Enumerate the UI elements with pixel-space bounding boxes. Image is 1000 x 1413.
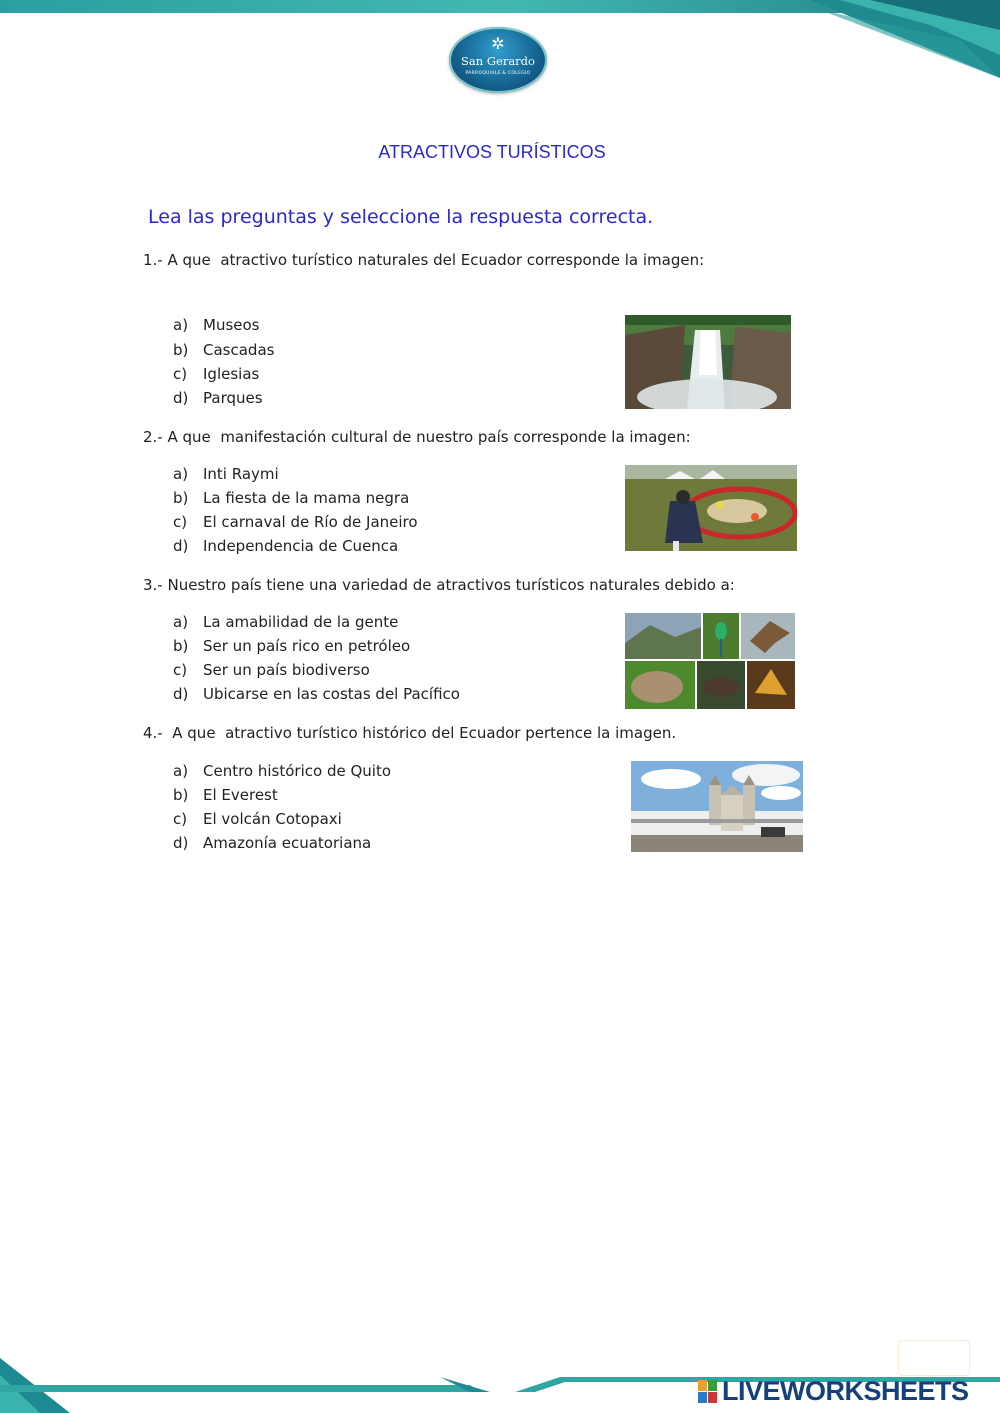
option-text: El Everest xyxy=(203,786,278,804)
option-text: El volcán Cotopaxi xyxy=(203,810,342,828)
logo-name: San Gerardo xyxy=(461,54,535,68)
option-4d[interactable] xyxy=(0,834,600,854)
option-3c[interactable] xyxy=(0,661,600,681)
option-4a[interactable] xyxy=(0,762,600,782)
option-3b[interactable] xyxy=(0,637,600,657)
option-letter: c) xyxy=(173,810,188,828)
option-4c[interactable] xyxy=(0,810,600,830)
option-text: La amabilidad de la gente xyxy=(203,613,399,631)
option-letter: d) xyxy=(173,389,189,407)
instructions: Lea las preguntas y seleccione la respuesta correcta. xyxy=(148,206,654,228)
question-4: 4.- A que atractivo turístico histórico del Ecuador pertence la imagen. xyxy=(143,724,677,742)
option-text: Inti Raymi xyxy=(203,465,279,483)
option-1a[interactable] xyxy=(0,316,1000,336)
option-letter: a) xyxy=(173,613,189,631)
question-1: 1.- A que atractivo turístico naturales del Ecuador corresponde la imagen: xyxy=(143,251,705,269)
option-2a[interactable] xyxy=(0,465,600,485)
option-1c[interactable] xyxy=(0,365,600,385)
option-letter: d) xyxy=(173,537,189,555)
option-letter: b) xyxy=(173,786,189,804)
option-letter: c) xyxy=(173,513,188,531)
option-3d[interactable] xyxy=(0,685,600,705)
option-letter: a) xyxy=(173,762,189,780)
school-logo xyxy=(449,27,547,93)
question-3: 3.- Nuestro país tiene una variedad de atractivos turísticos naturales debido a: xyxy=(143,576,735,594)
option-1d[interactable] xyxy=(0,389,600,409)
option-text: La fiesta de la mama negra xyxy=(203,489,410,507)
option-2d[interactable] xyxy=(0,537,600,557)
waterfall-photo xyxy=(625,315,791,409)
option-text: Amazonía ecuatoriana xyxy=(203,834,372,852)
biodiversity-collage xyxy=(625,613,795,709)
flower-star-icon: ✲ xyxy=(491,34,505,53)
logo-subtitle: PARROQUIALE & COLEGIO xyxy=(465,71,531,76)
option-text: El carnaval de Río de Janeiro xyxy=(203,513,418,531)
question-2: 2.- A que manifestación cultural de nuestro país corresponde la imagen: xyxy=(143,428,691,446)
option-2c[interactable] xyxy=(0,513,600,533)
option-text: Museos xyxy=(203,316,260,334)
option-letter: a) xyxy=(173,316,189,334)
option-text: Cascadas xyxy=(203,341,275,359)
option-letter: c) xyxy=(173,661,188,679)
liveworksheets-brand[interactable]: LIVEWORKSHEETS xyxy=(722,1376,969,1406)
option-letter: d) xyxy=(173,834,189,852)
page-title: ATRACTIVOS TURÍSTICOS xyxy=(378,142,606,162)
option-1b[interactable] xyxy=(0,341,600,361)
option-3a[interactable] xyxy=(0,613,600,633)
option-text: Ubicarse en las costas del Pacífico xyxy=(203,685,460,703)
option-2b[interactable] xyxy=(0,489,600,509)
option-text: Ser un país rico en petróleo xyxy=(203,637,411,655)
option-letter: b) xyxy=(173,489,189,507)
option-text: Parques xyxy=(203,389,263,407)
option-4b[interactable] xyxy=(0,786,600,806)
option-text: Centro histórico de Quito xyxy=(203,762,392,780)
option-text: Iglesias xyxy=(203,365,260,383)
option-text: Ser un país biodiverso xyxy=(203,661,370,679)
option-letter: d) xyxy=(173,685,189,703)
option-letter: a) xyxy=(173,465,189,483)
option-letter: b) xyxy=(173,637,189,655)
quito-church-photo xyxy=(631,761,803,852)
festival-photo xyxy=(625,465,797,551)
option-letter: b) xyxy=(173,341,189,359)
option-letter: c) xyxy=(173,365,188,383)
building-watermark xyxy=(898,1340,970,1376)
live-badge xyxy=(698,1380,718,1404)
option-text: Independencia de Cuenca xyxy=(203,537,399,555)
